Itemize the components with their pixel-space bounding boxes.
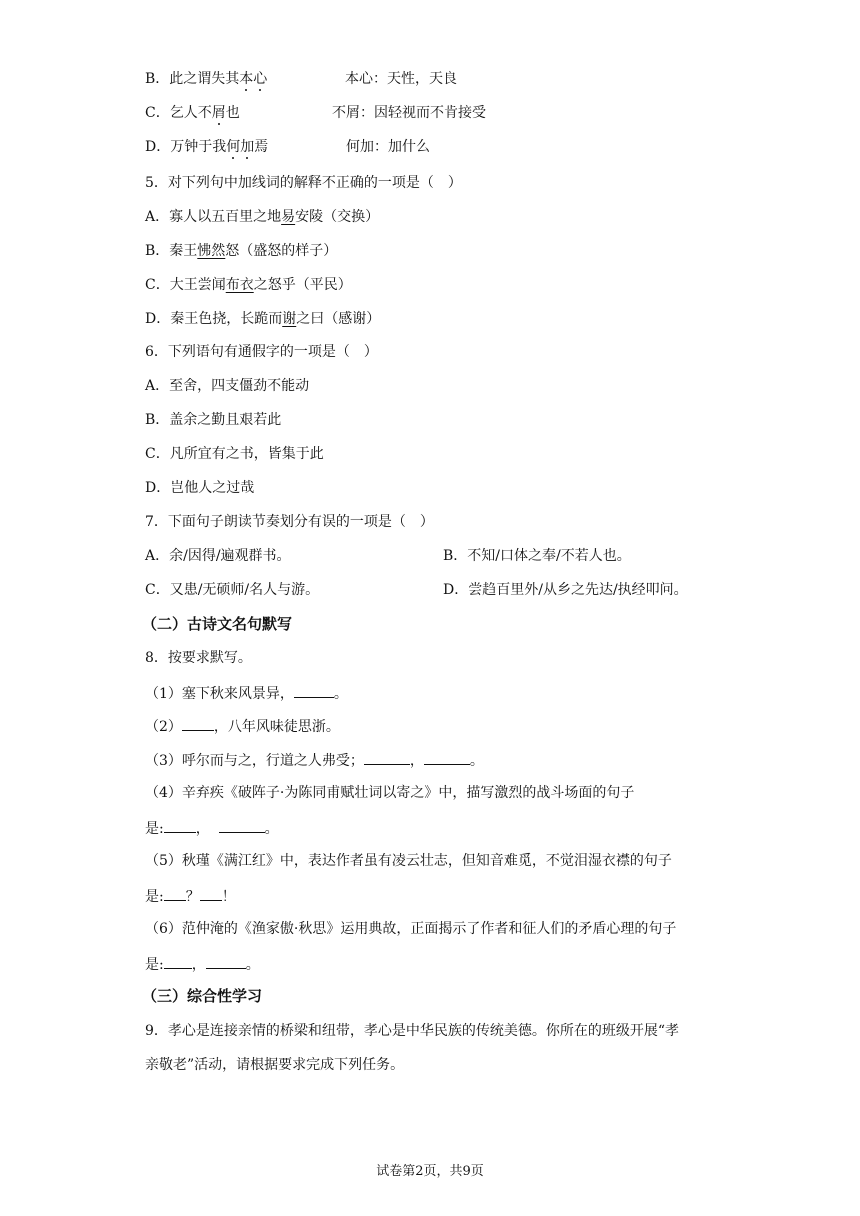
section-heading: （二）古诗文名句默写 (142, 615, 293, 633)
section-heading: （三）综合性学习 (142, 987, 263, 1005)
q5-stem: 5．对下列句中加线词的解释不正确的一项是（ ） (145, 175, 462, 191)
underlined-word: 易 (281, 209, 296, 225)
q8-item-4-line2: 是: ， 。 (145, 818, 279, 838)
answer-blank[interactable] (219, 818, 265, 833)
q4-option-d-note: 何加：加什么 (346, 139, 430, 155)
q9-line2: 亲敬老”活动，请根据要求完成下列任务。 (145, 1057, 405, 1073)
answer-blank[interactable] (200, 886, 222, 901)
q6-option-d: D．岂他人之过哉 (145, 480, 255, 496)
page-footer: 试卷第2页，共9页 (376, 1164, 484, 1179)
q8-item-6-line1: （6）范仲淹的《渔家傲·秋思》运用典故，正面揭示了作者和征人们的矛盾心理的句子 (145, 921, 677, 937)
answer-blank[interactable] (164, 886, 186, 901)
q4-option-c-note: 不屑：因轻视而不肯接受 (332, 105, 486, 121)
q4-option-c: C．乞人不屑也 不屑：因轻视而不肯接受 (145, 105, 486, 121)
q6-option-b: B．盖余之勤且艰若此 (145, 412, 282, 428)
answer-blank[interactable] (294, 683, 334, 698)
q7-option-b: B．不知/口体之奉/不若人也。 (443, 548, 631, 564)
underlined-word: 谢 (282, 311, 297, 327)
dotted-char: 本 (239, 71, 254, 87)
q4-option-b-note: 本心：天性，天良 (345, 71, 457, 87)
answer-blank[interactable] (182, 716, 214, 731)
answer-blank[interactable] (364, 750, 410, 765)
q6-option-c: C．凡所宜有之书，皆集于此 (145, 446, 324, 462)
underlined-word: 怫然 (197, 243, 226, 259)
q8-stem: 8．按要求默写。 (145, 650, 252, 666)
answer-blank[interactable] (164, 818, 196, 833)
q8-item-4-line1: （4）辛弃疾《破阵子·为陈同甫赋壮词以寄之》中，描写激烈的战斗场面的句子 (145, 785, 635, 801)
dotted-char: 屑 (211, 105, 226, 121)
q7-option-c: C．又患/无硕师/名人与游。 (145, 582, 320, 598)
answer-blank[interactable] (424, 750, 470, 765)
q5-option-a: A．寡人以五百里之地易安陵（交换） (145, 209, 380, 225)
dotted-char: 心 (253, 71, 268, 87)
answer-blank[interactable] (206, 954, 246, 969)
q8-item-5-line1: （5）秋瑾《满江红》中，表达作者虽有凌云壮志，但知音难觅，不觉泪湿衣襟的句子 (145, 853, 672, 869)
q4-option-b: B．此之谓失其本心 本心：天性，天良 (145, 71, 457, 87)
q8-item-5-line2: 是: ？ ！ (145, 886, 236, 906)
q5-option-c: C．大王尝闻布衣之怒乎（平民） (145, 277, 352, 293)
q7-stem: 7．下面句子朗读节奏划分有误的一项是（ ） (145, 514, 434, 530)
dotted-char: 加 (240, 139, 255, 155)
q6-option-a: A．至舍，四支僵劲不能动 (145, 378, 310, 394)
q9-line1: 9．孝心是连接亲情的桥梁和纽带，孝心是中华民族的传统美德。你所在的班级开展“孝 (145, 1023, 680, 1039)
q5-option-d: D．秦王色挠，长跪而谢之曰（感谢） (145, 311, 381, 327)
dotted-char: 何 (226, 139, 241, 155)
q5-option-b: B．秦王怫然怒（盛怒的样子） (145, 243, 338, 259)
answer-blank[interactable] (164, 954, 192, 969)
q8-item-6-line2: 是: ， 。 (145, 954, 260, 974)
q8-item-1: （1）塞下秋来风景异， 。 (145, 683, 348, 703)
q8-item-3: （3）呼尔而与之，行道之人弗受； ， 。 (145, 750, 484, 770)
q8-item-2: （2） ，八年风味徒思浙。 (145, 716, 340, 736)
underlined-word: 布衣 (225, 277, 254, 293)
q7-option-a: A．余/因得/遍观群书。 (145, 548, 291, 564)
q6-stem: 6．下列语句有通假字的一项是（ ） (145, 344, 378, 360)
q7-option-d: D．尝趋百里外/从乡之先达/执经叩问。 (443, 582, 688, 598)
q4-option-d: D．万钟于我何加焉 何加：加什么 (145, 139, 430, 155)
